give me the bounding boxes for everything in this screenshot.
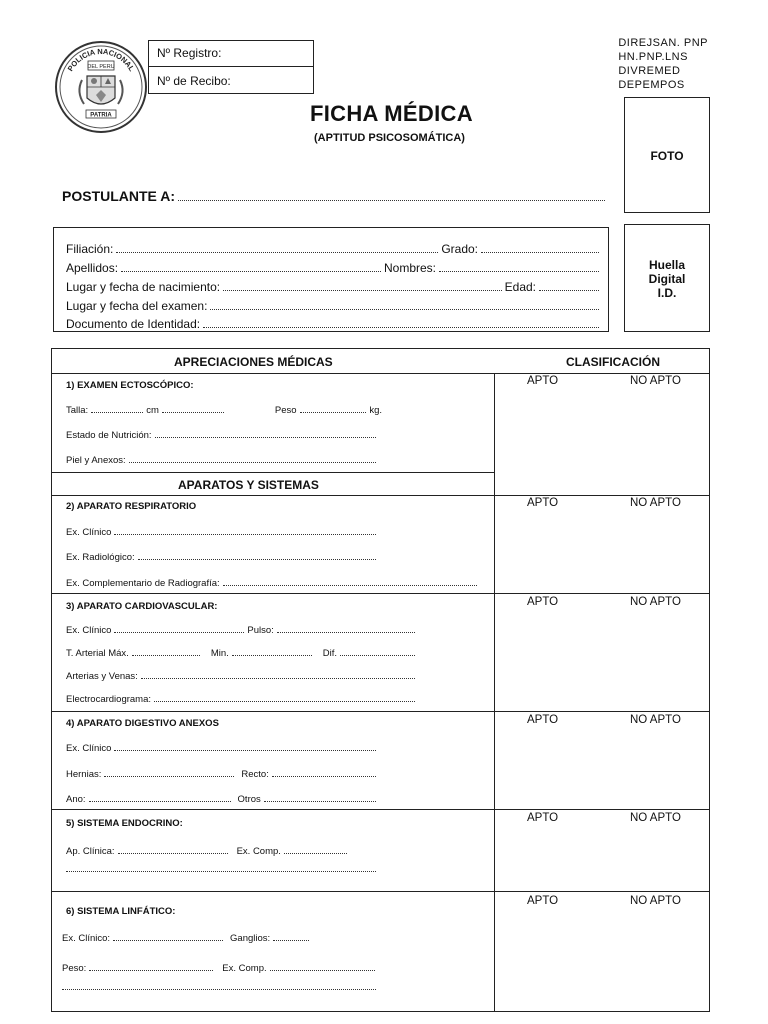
section-title: 6) SISTEMA LINFÁTICO: <box>66 906 176 917</box>
org-line: DIVREMED <box>618 65 681 77</box>
s6-clinico-field[interactable]: Ex. Clínico: Ganglios: <box>62 933 312 944</box>
apto-option[interactable]: APTO <box>527 375 559 387</box>
no-apto-option[interactable]: NO APTO <box>630 375 681 387</box>
aparatos-header: APARATOS Y SISTEMAS <box>178 478 319 492</box>
org-line: DEPEMPOS <box>618 79 685 91</box>
filiacion-field[interactable]: Filiación: Grado: <box>66 242 602 256</box>
s4-clinico-field[interactable]: Ex. Clínico <box>66 743 379 754</box>
photo-box <box>624 97 710 213</box>
s6-peso-field[interactable]: Peso: Ex. Comp. <box>62 963 378 974</box>
section-title: 1) EXAMEN ECTOSCÓPICO: <box>66 380 194 391</box>
postulante-field[interactable] <box>62 188 608 204</box>
s3-clinico-field[interactable]: Ex. Clínico Pulso: <box>66 625 418 636</box>
seal-bottom-text: PATRIA <box>90 112 112 119</box>
piel-field[interactable]: Piel y Anexos: <box>66 455 379 466</box>
postulante-label: POSTULANTE A: <box>62 188 176 204</box>
page-subtitle: (APTITUD PSICOSOMÁTICA) <box>314 132 465 144</box>
documento-field[interactable]: Documento de Identidad: <box>66 317 602 331</box>
no-apto-option[interactable]: NO APTO <box>630 714 681 726</box>
s4-ano-field[interactable]: Ano: Otros <box>66 794 379 805</box>
s3-electro-field[interactable]: Electrocardiograma: <box>66 694 418 705</box>
section-title: 4) APARATO DIGESTIVO ANEXOS <box>66 718 219 729</box>
s6-extra-line[interactable] <box>62 989 379 993</box>
no-apto-option[interactable]: NO APTO <box>630 596 681 608</box>
page-title: FICHA MÉDICA <box>310 101 473 126</box>
s3-arterias-field[interactable]: Arterias y Venas: <box>66 671 418 682</box>
photo-label: FOTO <box>650 149 684 163</box>
medical-table <box>51 348 710 1012</box>
nutricion-field[interactable]: Estado de Nutrición: <box>66 430 379 441</box>
svg-text:POLICIA NACIONAL: POLICIA NACIONAL <box>65 46 137 73</box>
no-apto-option[interactable]: NO APTO <box>630 895 681 907</box>
s5-clinica-field[interactable]: Ap. Clínica: Ex. Comp. <box>66 846 350 857</box>
org-line: DIREJSAN. PNP <box>618 37 708 49</box>
s3-tarterial-field[interactable]: T. Arterial Máx. Min. Dif. <box>66 648 418 659</box>
org-line: HN.PNP.LNS <box>618 51 688 63</box>
police-seal-icon <box>54 40 148 134</box>
fingerprint-box <box>624 224 710 332</box>
fingerprint-label: Digital <box>648 272 686 286</box>
nacimiento-field[interactable]: Lugar y fecha de nacimiento: Edad: <box>66 280 602 294</box>
section-title: 2) APARATO RESPIRATORIO <box>66 501 197 512</box>
fingerprint-label: I.D. <box>657 286 677 300</box>
identity-box <box>53 227 609 332</box>
apellidos-field[interactable]: Apellidos: Nombres: <box>66 261 602 275</box>
apto-option[interactable]: APTO <box>527 596 559 608</box>
s2-radiologico-field[interactable]: Ex. Radiológico: <box>66 552 379 563</box>
section-title: 5) SISTEMA ENDOCRINO: <box>66 818 183 829</box>
fingerprint-label: Huella <box>648 258 685 272</box>
registro-label: Nº Registro: <box>157 46 222 60</box>
no-apto-option[interactable]: NO APTO <box>630 497 681 509</box>
registro-box <box>148 40 314 94</box>
clasificacion-header: CLASIFICACIÓN <box>566 355 660 369</box>
apto-option[interactable]: APTO <box>527 714 559 726</box>
no-apto-option[interactable]: NO APTO <box>630 812 681 824</box>
apreciaciones-header: APRECIACIONES MÉDICAS <box>174 355 333 369</box>
talla-field[interactable]: Talla: cm Peso kg. <box>66 405 382 416</box>
s2-complementario-field[interactable]: Ex. Complementario de Radiografía: <box>66 578 480 589</box>
org-codes <box>618 36 708 92</box>
seal-mid-text: DEL PERU <box>87 64 115 70</box>
s5-extra-line[interactable] <box>66 871 379 875</box>
recibo-label: Nº de Recibo: <box>157 74 231 88</box>
section-title: 3) APARATO CARDIOVASCULAR: <box>66 601 218 612</box>
apto-option[interactable]: APTO <box>527 497 559 509</box>
examen-field[interactable]: Lugar y fecha del examen: <box>66 299 602 313</box>
s4-hernias-field[interactable]: Hernias: Recto: <box>66 769 379 780</box>
s2-clinico-field[interactable]: Ex. Clínico <box>66 527 379 538</box>
apto-option[interactable]: APTO <box>527 895 559 907</box>
apto-option[interactable]: APTO <box>527 812 559 824</box>
